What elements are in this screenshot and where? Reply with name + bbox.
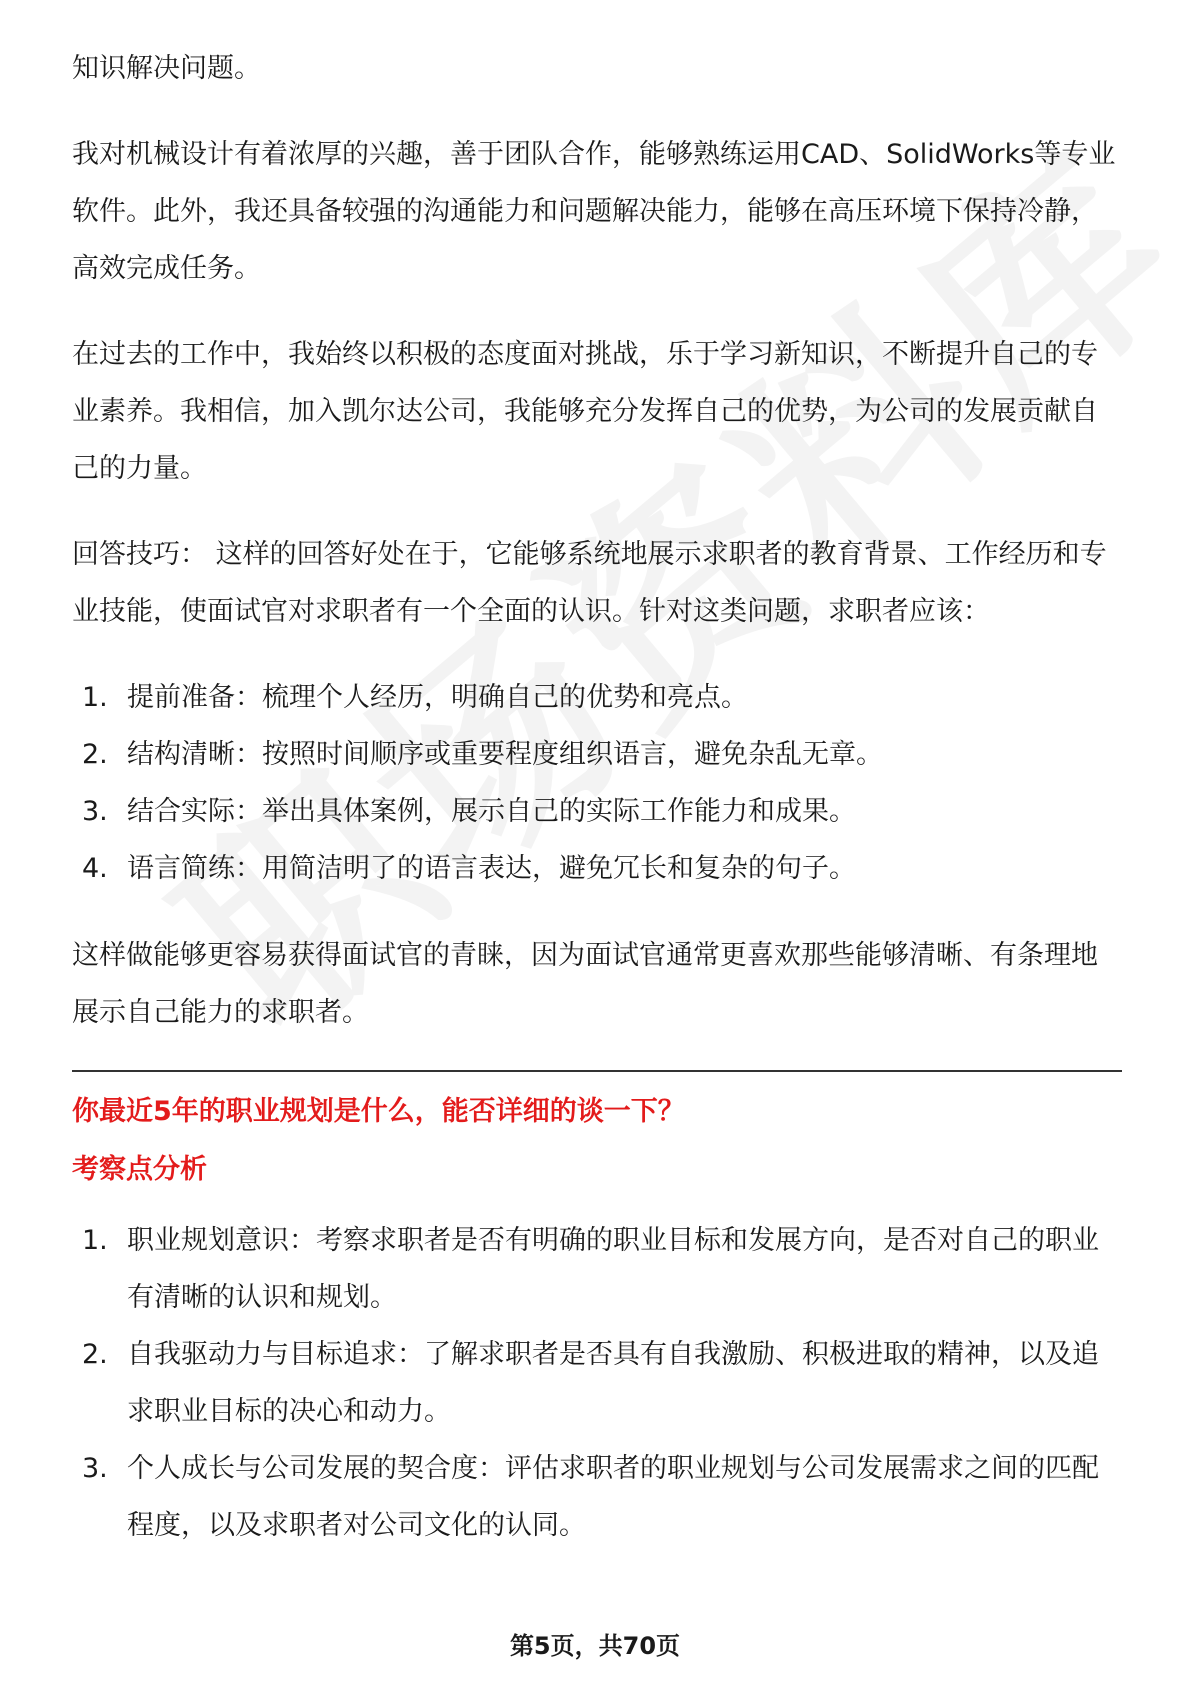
list-number: 1.	[82, 1225, 108, 1256]
list-text: 个人成长与公司发展的契合度：评估求职者的职业规划与公司发展需求之间的匹配程度，以及求职者对公司文化的认同。	[127, 1453, 1099, 1541]
list-number: 2.	[82, 1339, 108, 1370]
tips-list	[72, 669, 1122, 897]
list-text: 提前准备：梳理个人经历，明确自己的优势和亮点。	[127, 682, 748, 713]
paragraph-attitude: 在过去的工作中，我始终以积极的态度面对挑战，乐于学习新知识，不断提升自己的专业素养。我相信，加入凯尔达公司，我能够充分发挥自己的优势，为公司的发展贡献自己的力量。	[72, 339, 1098, 484]
section-divider	[72, 1070, 1122, 1072]
analysis-list	[72, 1212, 1122, 1554]
list-text: 自我驱动力与目标追求：了解求职者是否具有自我激励、积极进取的精神，以及追求职业目标的决心和动力。	[127, 1339, 1099, 1427]
list-text: 结合实际：举出具体案例，展示自己的实际工作能力和成果。	[127, 796, 856, 827]
question-title: 你最近5年的职业规划是什么，能否详细的谈一下？	[72, 1096, 685, 1127]
list-number: 3.	[82, 1453, 108, 1484]
list-text: 职业规划意识：考察求职者是否有明确的职业目标和发展方向，是否对自己的职业有清晰的认识和规划。	[127, 1225, 1099, 1313]
page-footer: 第5页，共70页	[509, 1632, 681, 1660]
list-item	[72, 1212, 1122, 1326]
list-item	[72, 726, 1122, 783]
paragraph-answer-tips: 回答技巧： 这样的回答好处在于，它能够系统地展示求职者的教育背景、工作经历和专业技能，使面试官对求职者有一个全面的认识。针对这类问题，求职者应该：	[72, 539, 1107, 627]
document-body	[72, 40, 1122, 1584]
list-number: 1.	[82, 682, 108, 713]
list-item	[72, 1440, 1122, 1554]
analysis-title: 考察点分析	[72, 1154, 207, 1185]
list-item	[72, 783, 1122, 840]
paragraph-closing: 这样做能够更容易获得面试官的青睐，因为面试官通常更喜欢那些能够清晰、有条理地展示自己能力的求职者。	[72, 940, 1098, 1028]
list-item	[72, 669, 1122, 726]
list-text: 语言简练：用简洁明了的语言表达，避免冗长和复杂的句子。	[127, 853, 856, 884]
paragraph-skills: 我对机械设计有着浓厚的兴趣，善于团队合作，能够熟练运用CAD、SolidWorks等专业软件。此外，我还具备较强的沟通能力和问题解决能力，能够在高压环境下保持冷静，高效完成任务。	[72, 139, 1116, 284]
list-item	[72, 840, 1122, 897]
paragraph-intro-end: 知识解决问题。	[72, 53, 261, 84]
list-number: 3.	[82, 796, 108, 827]
list-number: 4.	[82, 853, 108, 884]
list-text: 结构清晰：按照时间顺序或重要程度组织语言，避免杂乱无章。	[127, 739, 883, 770]
list-number: 2.	[82, 739, 108, 770]
list-item	[72, 1326, 1122, 1440]
